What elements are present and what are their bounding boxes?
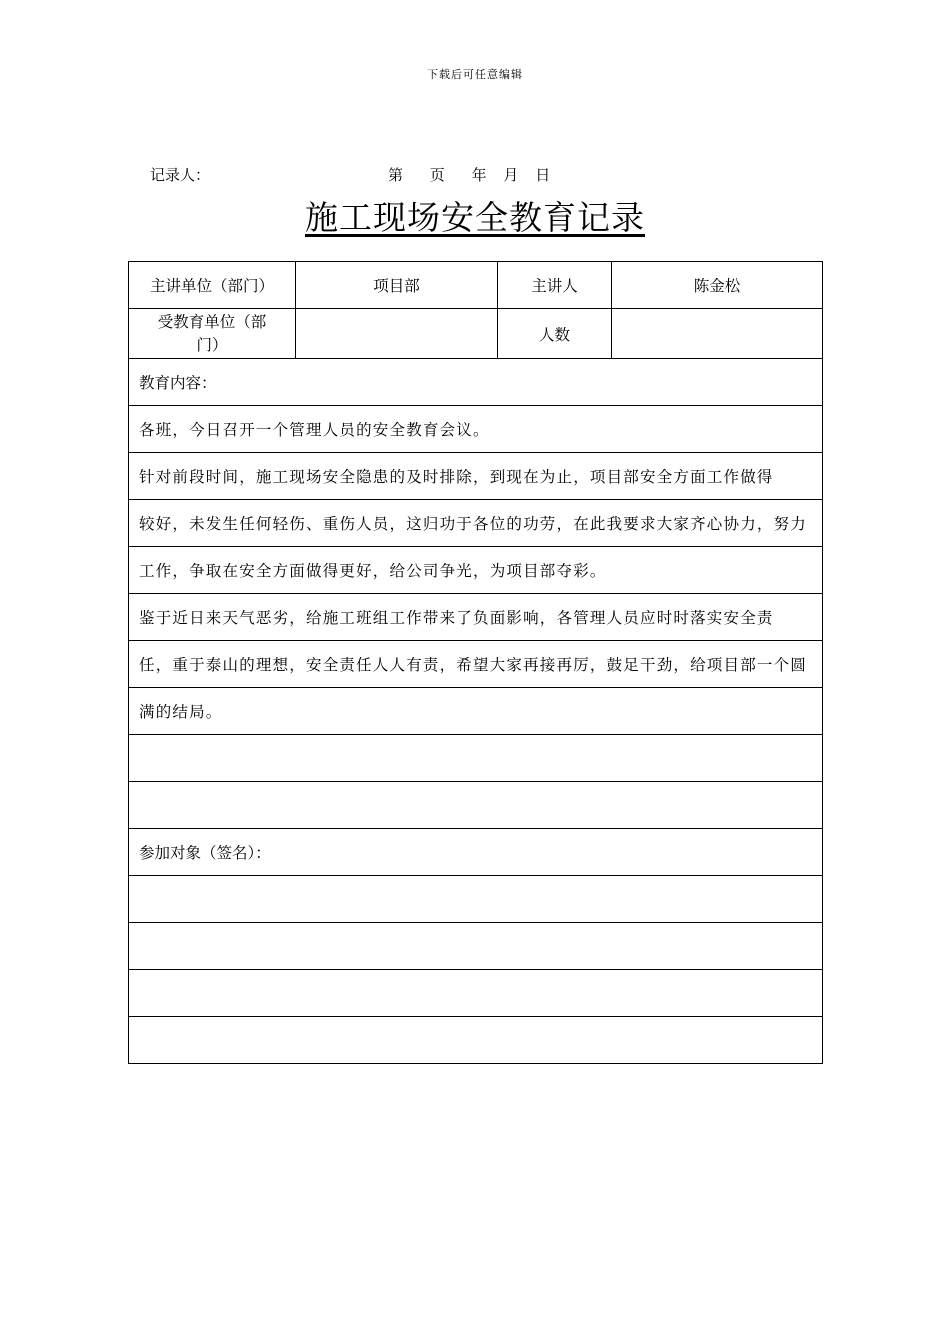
page-meta-di: 第 bbox=[388, 166, 404, 184]
trainee-unit-value[interactable] bbox=[296, 309, 498, 359]
header-note: 下载后可任意编辑 bbox=[427, 68, 523, 81]
education-record-table bbox=[128, 261, 823, 1064]
signature-row bbox=[129, 876, 823, 923]
lecturer-label: 主讲人 bbox=[498, 262, 612, 309]
content-line-row bbox=[129, 594, 823, 641]
trainee-unit-label-line1: 受教育单位（部 bbox=[157, 312, 267, 331]
content-line-2: 针对前段时间，施工现场安全隐患的及时排除，到现在为止，项目部安全方面工作做得 bbox=[129, 453, 823, 500]
participants-label: 参加对象（签名）： bbox=[129, 829, 823, 876]
content-line-1: 各班，今日召开一个管理人员的安全教育会议。 bbox=[129, 406, 823, 453]
trainee-unit-label-line2: 门） bbox=[196, 335, 228, 354]
signature-cell[interactable] bbox=[129, 923, 823, 970]
content-line-3: 较好，未发生任何轻伤、重伤人员，这归功于各位的功劳，在此我要求大家齐心协力，努力 bbox=[129, 500, 823, 547]
page-meta-ri: 日 bbox=[535, 166, 551, 184]
headcount-label: 人数 bbox=[498, 309, 612, 359]
signature-row bbox=[129, 1017, 823, 1064]
content-line-7: 满的结局。 bbox=[129, 688, 823, 735]
content-line-5: 鉴于近日来天气恶劣，给施工班组工作带来了负面影响，各管理人员应时时落实安全责 bbox=[129, 594, 823, 641]
content-line-row bbox=[129, 500, 823, 547]
lecturer-unit-label: 主讲单位（部门） bbox=[129, 262, 296, 309]
headcount-value[interactable] bbox=[612, 309, 823, 359]
signature-cell[interactable] bbox=[129, 1017, 823, 1064]
content-label-row bbox=[129, 359, 823, 406]
content-line-row bbox=[129, 641, 823, 688]
content-label: 教育内容： bbox=[129, 359, 823, 406]
lecturer-row bbox=[129, 262, 823, 309]
signature-row bbox=[129, 970, 823, 1017]
page-date-meta bbox=[388, 164, 550, 185]
blank-content-cell[interactable] bbox=[129, 782, 823, 829]
document-title: 施工现场安全教育记录 bbox=[305, 198, 645, 237]
content-line-row bbox=[129, 688, 823, 735]
lecturer-unit-value[interactable]: 项目部 bbox=[296, 262, 498, 309]
page-meta-yue: 月 bbox=[503, 166, 519, 184]
signature-row bbox=[129, 923, 823, 970]
page-meta-nian: 年 bbox=[471, 166, 487, 184]
lecturer-value[interactable]: 陈金松 bbox=[612, 262, 823, 309]
trainee-unit-label bbox=[129, 309, 296, 359]
participants-label-row bbox=[129, 829, 823, 876]
blank-row bbox=[129, 735, 823, 782]
content-line-6: 任，重于泰山的理想，安全责任人人有责，希望大家再接再厉，鼓足干劲，给项目部一个圆 bbox=[129, 641, 823, 688]
content-line-row bbox=[129, 547, 823, 594]
content-line-row bbox=[129, 406, 823, 453]
blank-content-cell[interactable] bbox=[129, 735, 823, 782]
content-line-row bbox=[129, 453, 823, 500]
signature-cell[interactable] bbox=[129, 970, 823, 1017]
trainee-row bbox=[129, 309, 823, 359]
page-meta-ye: 页 bbox=[429, 166, 445, 184]
recorder-label: 记录人： bbox=[150, 166, 211, 184]
blank-row bbox=[129, 782, 823, 829]
content-line-4: 工作，争取在安全方面做得更好，给公司争光，为项目部夺彩。 bbox=[129, 547, 823, 594]
signature-cell[interactable] bbox=[129, 876, 823, 923]
